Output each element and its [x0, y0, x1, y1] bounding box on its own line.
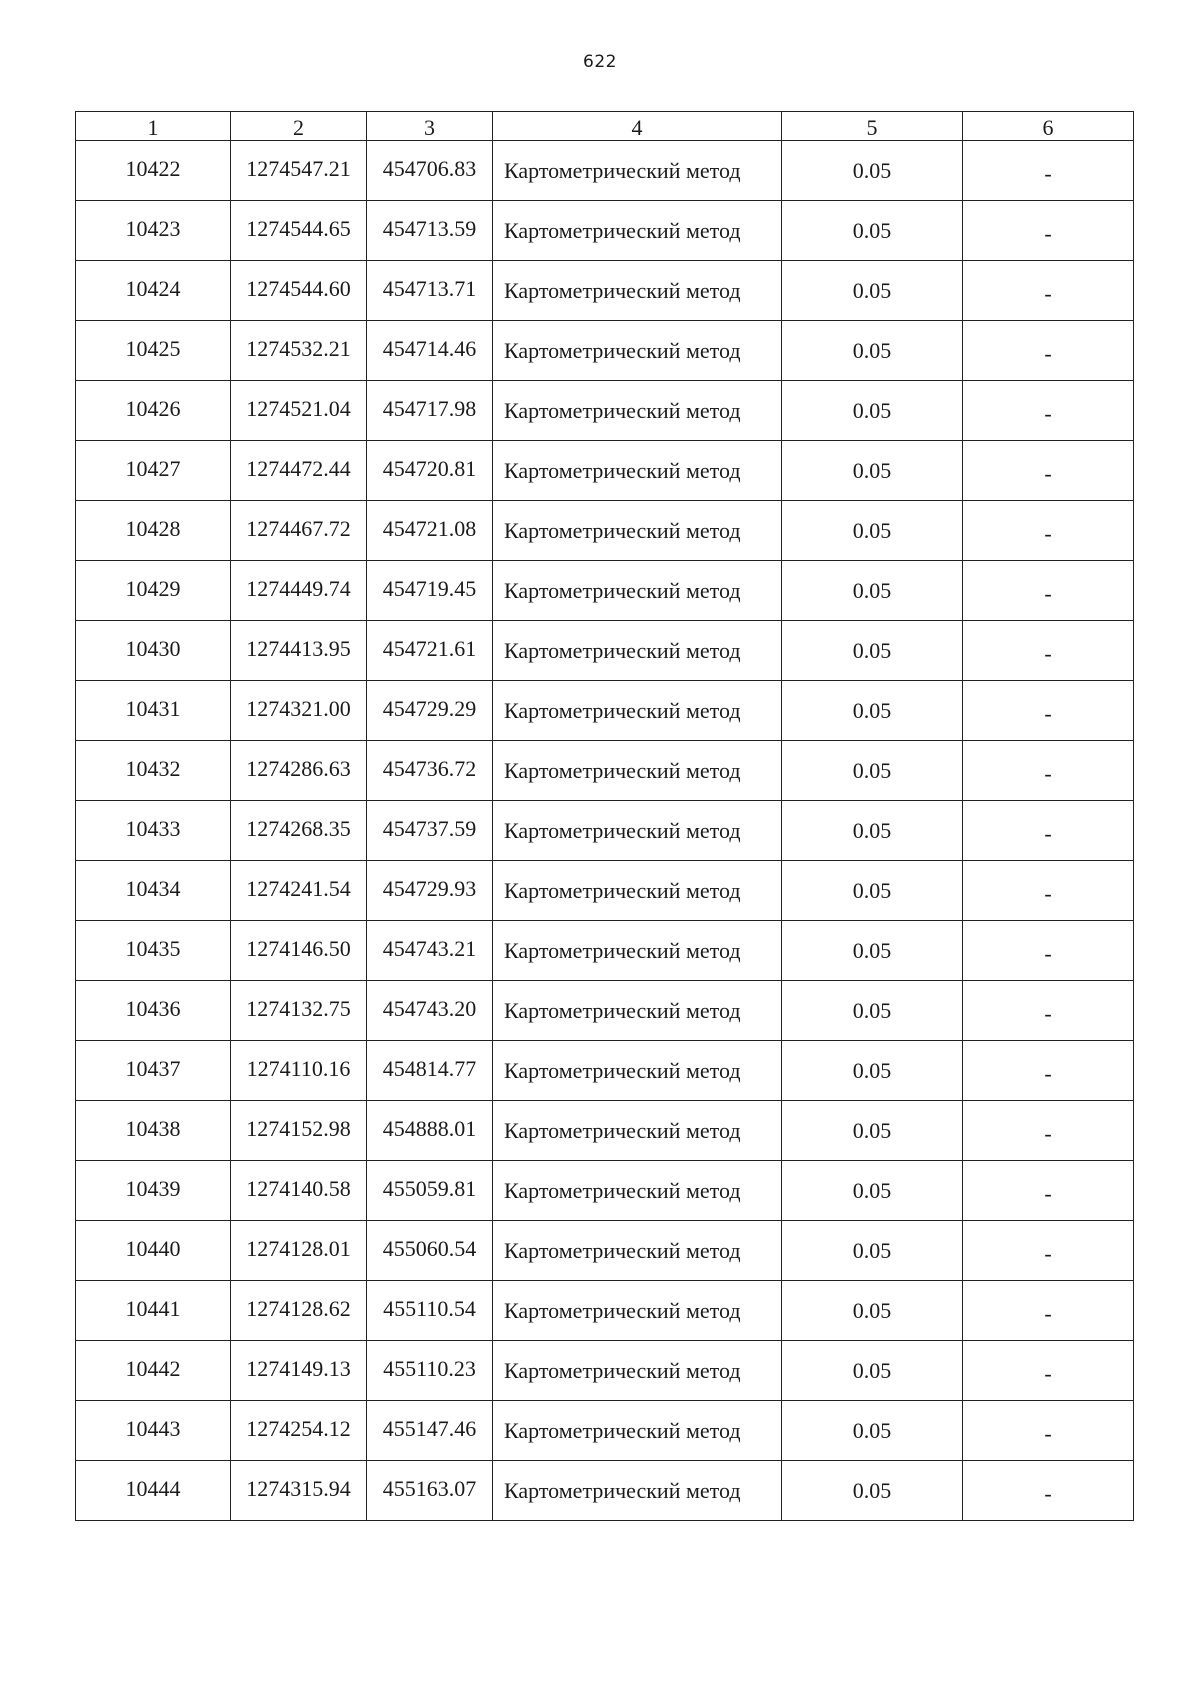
note-cell: -	[963, 261, 1134, 321]
column-header-6: 6	[963, 112, 1134, 141]
note-cell: -	[963, 441, 1134, 501]
method-cell: Картометрический метод	[493, 321, 782, 381]
accuracy-cell: 0.05	[782, 1221, 963, 1281]
y-coordinate-cell: 454721.61	[367, 621, 493, 681]
header-row	[76, 112, 1134, 141]
x-coordinate-cell: 1274128.62	[231, 1281, 367, 1341]
x-coordinate-cell: 1274254.12	[231, 1401, 367, 1461]
point-number-cell: 10442	[76, 1341, 231, 1401]
accuracy-cell: 0.05	[782, 441, 963, 501]
table-row	[76, 261, 1134, 321]
x-coordinate-cell: 1274449.74	[231, 561, 367, 621]
x-coordinate-cell: 1274128.01	[231, 1221, 367, 1281]
column-header-4: 4	[493, 112, 782, 141]
y-coordinate-cell: 454713.59	[367, 201, 493, 261]
coordinates-table	[75, 111, 1134, 1521]
method-cell: Картометрический метод	[493, 1041, 782, 1101]
y-coordinate-cell: 454736.72	[367, 741, 493, 801]
point-number-cell: 10433	[76, 801, 231, 861]
note-cell: -	[963, 561, 1134, 621]
accuracy-cell: 0.05	[782, 141, 963, 201]
note-cell: -	[963, 201, 1134, 261]
table-row	[76, 1221, 1134, 1281]
y-coordinate-cell: 454719.45	[367, 561, 493, 621]
table-row	[76, 1101, 1134, 1161]
note-cell: -	[963, 921, 1134, 981]
point-number-cell: 10427	[76, 441, 231, 501]
y-coordinate-cell: 454743.20	[367, 981, 493, 1041]
point-number-cell: 10430	[76, 621, 231, 681]
method-cell: Картометрический метод	[493, 501, 782, 561]
point-number-cell: 10435	[76, 921, 231, 981]
table-row	[76, 741, 1134, 801]
accuracy-cell: 0.05	[782, 921, 963, 981]
table-row	[76, 981, 1134, 1041]
x-coordinate-cell: 1274467.72	[231, 501, 367, 561]
x-coordinate-cell: 1274286.63	[231, 741, 367, 801]
y-coordinate-cell: 455060.54	[367, 1221, 493, 1281]
point-number-cell: 10431	[76, 681, 231, 741]
accuracy-cell: 0.05	[782, 1101, 963, 1161]
x-coordinate-cell: 1274315.94	[231, 1461, 367, 1521]
x-coordinate-cell: 1274321.00	[231, 681, 367, 741]
y-coordinate-cell: 455110.54	[367, 1281, 493, 1341]
x-coordinate-cell: 1274521.04	[231, 381, 367, 441]
note-cell: -	[963, 861, 1134, 921]
y-coordinate-cell: 454713.71	[367, 261, 493, 321]
accuracy-cell: 0.05	[782, 801, 963, 861]
note-cell: -	[963, 501, 1134, 561]
column-header-1: 1	[76, 112, 231, 141]
accuracy-cell: 0.05	[782, 201, 963, 261]
point-number-cell: 10428	[76, 501, 231, 561]
method-cell: Картометрический метод	[493, 261, 782, 321]
y-coordinate-cell: 454888.01	[367, 1101, 493, 1161]
table-row	[76, 1341, 1134, 1401]
y-coordinate-cell: 454714.46	[367, 321, 493, 381]
note-cell: -	[963, 621, 1134, 681]
x-coordinate-cell: 1274413.95	[231, 621, 367, 681]
table-row	[76, 921, 1134, 981]
note-cell: -	[963, 1221, 1134, 1281]
point-number-cell: 10432	[76, 741, 231, 801]
method-cell: Картометрический метод	[493, 381, 782, 441]
y-coordinate-cell: 454729.93	[367, 861, 493, 921]
point-number-cell: 10422	[76, 141, 231, 201]
y-coordinate-cell: 454706.83	[367, 141, 493, 201]
x-coordinate-cell: 1274241.54	[231, 861, 367, 921]
note-cell: -	[963, 741, 1134, 801]
method-cell: Картометрический метод	[493, 201, 782, 261]
point-number-cell: 10441	[76, 1281, 231, 1341]
table-row	[76, 141, 1134, 201]
point-number-cell: 10440	[76, 1221, 231, 1281]
point-number-cell: 10424	[76, 261, 231, 321]
note-cell: -	[963, 321, 1134, 381]
note-cell: -	[963, 141, 1134, 201]
accuracy-cell: 0.05	[782, 561, 963, 621]
point-number-cell: 10437	[76, 1041, 231, 1101]
note-cell: -	[963, 1161, 1134, 1221]
accuracy-cell: 0.05	[782, 1161, 963, 1221]
method-cell: Картометрический метод	[493, 1461, 782, 1521]
accuracy-cell: 0.05	[782, 621, 963, 681]
x-coordinate-cell: 1274152.98	[231, 1101, 367, 1161]
table-row	[76, 1281, 1134, 1341]
table-row	[76, 321, 1134, 381]
page-number: 622	[583, 52, 617, 72]
note-cell: -	[963, 1041, 1134, 1101]
point-number-cell: 10438	[76, 1101, 231, 1161]
note-cell: -	[963, 1281, 1134, 1341]
table-row	[76, 1161, 1134, 1221]
column-header-3: 3	[367, 112, 493, 141]
x-coordinate-cell: 1274110.16	[231, 1041, 367, 1101]
method-cell: Картометрический метод	[493, 621, 782, 681]
y-coordinate-cell: 454743.21	[367, 921, 493, 981]
note-cell: -	[963, 681, 1134, 741]
method-cell: Картометрический метод	[493, 441, 782, 501]
accuracy-cell: 0.05	[782, 501, 963, 561]
table-row	[76, 381, 1134, 441]
note-cell: -	[963, 1461, 1134, 1521]
x-coordinate-cell: 1274547.21	[231, 141, 367, 201]
method-cell: Картометрический метод	[493, 921, 782, 981]
method-cell: Картометрический метод	[493, 1221, 782, 1281]
point-number-cell: 10423	[76, 201, 231, 261]
accuracy-cell: 0.05	[782, 861, 963, 921]
accuracy-cell: 0.05	[782, 1041, 963, 1101]
table-row	[76, 501, 1134, 561]
accuracy-cell: 0.05	[782, 321, 963, 381]
y-coordinate-cell: 455059.81	[367, 1161, 493, 1221]
y-coordinate-cell: 454720.81	[367, 441, 493, 501]
x-coordinate-cell: 1274544.60	[231, 261, 367, 321]
table-row	[76, 861, 1134, 921]
accuracy-cell: 0.05	[782, 981, 963, 1041]
accuracy-cell: 0.05	[782, 681, 963, 741]
method-cell: Картометрический метод	[493, 1101, 782, 1161]
point-number-cell: 10425	[76, 321, 231, 381]
y-coordinate-cell: 454721.08	[367, 501, 493, 561]
column-header-2: 2	[231, 112, 367, 141]
y-coordinate-cell: 455163.07	[367, 1461, 493, 1521]
note-cell: -	[963, 1401, 1134, 1461]
method-cell: Картометрический метод	[493, 861, 782, 921]
table-row	[76, 1461, 1134, 1521]
method-cell: Картометрический метод	[493, 681, 782, 741]
y-coordinate-cell: 455110.23	[367, 1341, 493, 1401]
point-number-cell: 10444	[76, 1461, 231, 1521]
table-row	[76, 801, 1134, 861]
point-number-cell: 10443	[76, 1401, 231, 1461]
x-coordinate-cell: 1274532.21	[231, 321, 367, 381]
note-cell: -	[963, 801, 1134, 861]
x-coordinate-cell: 1274472.44	[231, 441, 367, 501]
y-coordinate-cell: 454814.77	[367, 1041, 493, 1101]
x-coordinate-cell: 1274268.35	[231, 801, 367, 861]
table-row	[76, 1041, 1134, 1101]
method-cell: Картометрический метод	[493, 141, 782, 201]
y-coordinate-cell: 454717.98	[367, 381, 493, 441]
note-cell: -	[963, 381, 1134, 441]
method-cell: Картометрический метод	[493, 1281, 782, 1341]
column-header-5: 5	[782, 112, 963, 141]
table-body	[76, 141, 1134, 1521]
y-coordinate-cell: 454737.59	[367, 801, 493, 861]
note-cell: -	[963, 1101, 1134, 1161]
method-cell: Картометрический метод	[493, 981, 782, 1041]
method-cell: Картометрический метод	[493, 1161, 782, 1221]
table-header	[76, 112, 1134, 141]
method-cell: Картометрический метод	[493, 801, 782, 861]
x-coordinate-cell: 1274132.75	[231, 981, 367, 1041]
method-cell: Картометрический метод	[493, 1401, 782, 1461]
accuracy-cell: 0.05	[782, 1281, 963, 1341]
point-number-cell: 10429	[76, 561, 231, 621]
note-cell: -	[963, 981, 1134, 1041]
table-row	[76, 681, 1134, 741]
accuracy-cell: 0.05	[782, 1401, 963, 1461]
x-coordinate-cell: 1274544.65	[231, 201, 367, 261]
table-row	[76, 561, 1134, 621]
point-number-cell: 10434	[76, 861, 231, 921]
accuracy-cell: 0.05	[782, 381, 963, 441]
table-row	[76, 201, 1134, 261]
table-row	[76, 1401, 1134, 1461]
x-coordinate-cell: 1274140.58	[231, 1161, 367, 1221]
method-cell: Картометрический метод	[493, 741, 782, 801]
accuracy-cell: 0.05	[782, 1461, 963, 1521]
table-row	[76, 441, 1134, 501]
point-number-cell: 10436	[76, 981, 231, 1041]
point-number-cell: 10426	[76, 381, 231, 441]
y-coordinate-cell: 455147.46	[367, 1401, 493, 1461]
x-coordinate-cell: 1274149.13	[231, 1341, 367, 1401]
y-coordinate-cell: 454729.29	[367, 681, 493, 741]
method-cell: Картометрический метод	[493, 1341, 782, 1401]
x-coordinate-cell: 1274146.50	[231, 921, 367, 981]
accuracy-cell: 0.05	[782, 741, 963, 801]
point-number-cell: 10439	[76, 1161, 231, 1221]
method-cell: Картометрический метод	[493, 561, 782, 621]
accuracy-cell: 0.05	[782, 1341, 963, 1401]
accuracy-cell: 0.05	[782, 261, 963, 321]
note-cell: -	[963, 1341, 1134, 1401]
table-row	[76, 621, 1134, 681]
